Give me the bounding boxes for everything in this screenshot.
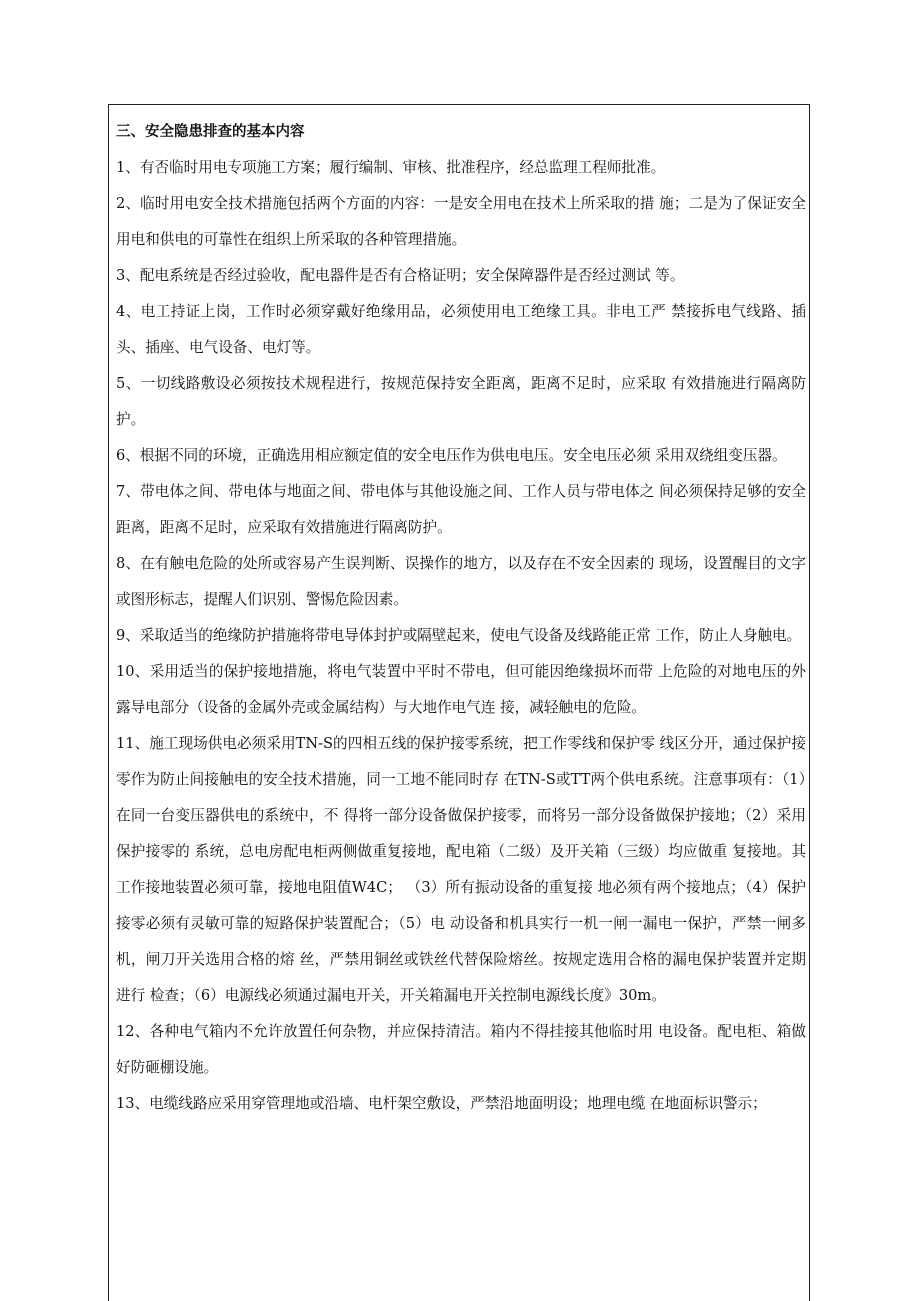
list-item-4: 4、电工持证上岗，工作时必须穿戴好绝缘用品，必须使用电工绝缘工具。非电工严 禁接拆电气线路、插头、插座、电气设备、电灯等。 [116, 303, 806, 356]
list-item-11: 11、施工现场供电必须采用TN-S的四相五线的保护接零系统，把工作零线和保护零 线区分开，通过保护接零作为防止间接触电的安全技术措施，同一工地不能同时存 在TN-S或TT两个供电系统。注意事项有：（1）在同一台变压器供电的系统中，不 得将一部分设备做保护接零，而将另一部分设备做保护接地；（2）采用保护接零的 系统，总电房配电柜两侧做重复接地，配电箱（二级）及开关箱（三级）均应做重 复接地。其工作接地装置必须可靠，接地电阻值W4C； （3）所有振动设备的重复接 地必须有两个接地点；（4）保护接零必须有灵敏可靠的短路保护装置配合；（5）电 动设备和机具实行一机一闸一漏电一保护，严禁一闸多机，闸刀开关选用合格的熔 丝，严禁用铜丝或铁丝代替保险熔丝。按规定选用合格的漏电保护装置并定期进行 检查；（6）电源线必须通过漏电开关，开关箱漏电开关控制电源线长度》30m。 [116, 735, 806, 1004]
list-item-10: 10、采用适当的保护接地措施，将电气装置中平时不带电，但可能因绝缘损坏而带 上危险的对地电压的外露导电部分（设备的金属外壳或金属结构）与大地作电气连 接，减轻触电的危险。 [116, 663, 806, 716]
content-table-cell [108, 104, 810, 1301]
section-heading: 三、安全隐患排查的基本内容 [116, 124, 305, 140]
list-item-7: 7、带电体之间、带电体与地面之间、带电体与其他设施之间、工作人员与带电体之 间必须保持足够的安全距离，距离不足时，应采取有效措施进行隔离防护。 [116, 483, 806, 536]
list-item-9: 9、采取适当的绝缘防护措施将带电导体封护或隔壁起来，使电气设备及线路能正常 工作，防止人身触电。 [116, 627, 802, 644]
list-item-6: 6、根据不同的环境，正确选用相应额定值的安全电压作为供电电压。安全电压必须 采用双绕组变压器。 [116, 447, 787, 464]
list-item-2: 2、临时用电安全技术措施包括两个方面的内容：一是安全用电在技术上所采取的措 施；二是为了保证安全用电和供电的可靠性在组织上所采取的各种管理措施。 [116, 195, 806, 248]
list-item-1: 1、有否临时用电专项施工方案；履行编制、审核、批准程序，经总监理工程师批准。 [116, 159, 666, 176]
list-item-5: 5、一切线路敷设必须按技术规程进行，按规范保持安全距离，距离不足时，应采取 有效措施进行隔离防护。 [116, 375, 806, 428]
list-item-12: 12、各种电气箱内不允许放置任何杂物，并应保持清洁。箱内不得挂接其他临时用 电设备。配电柜、箱做好防砸棚设施。 [116, 1023, 806, 1076]
list-item-13: 13、电缆线路应采用穿管理地或沿墙、电杆架空敷设，严禁沿地面明设；地理电缆 在地面标识警示； [116, 1095, 767, 1112]
list-item-8: 8、在有触电危险的处所或容易产生误判断、误操作的地方，以及存在不安全因素的 现场，设置醒目的文字或图形标志，提醒人们识别、警惕危险因素。 [116, 555, 806, 608]
list-item-3: 3、配电系统是否经过验收，配电器件是否有合格证明；安全保障器件是否经过测试 等。 [116, 267, 685, 284]
content-body [116, 114, 806, 1122]
